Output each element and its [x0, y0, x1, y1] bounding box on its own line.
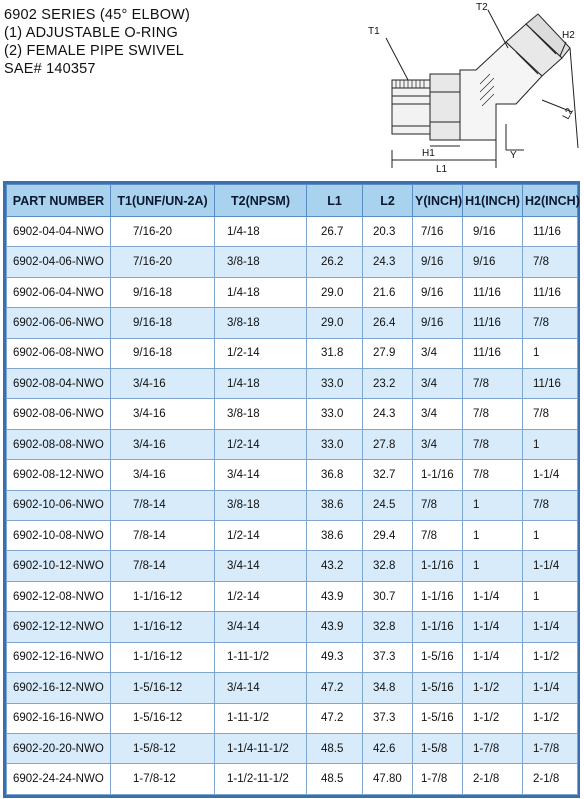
table-cell: 1-5/8: [413, 733, 463, 763]
table-cell: 1-1/4: [463, 642, 523, 672]
table-cell: 1/2-14: [215, 338, 307, 368]
table-row: [7, 247, 578, 277]
table-cell: 3/4-14: [215, 460, 307, 490]
label-t2: T2: [476, 2, 488, 13]
table-cell: 7/8: [463, 429, 523, 459]
header-h1: H1(INCH): [463, 185, 523, 217]
table-cell: 1-5/16-12: [111, 703, 215, 733]
table-cell: 1-1/16-12: [111, 581, 215, 611]
table-row: [7, 369, 578, 399]
table-row: [7, 338, 578, 368]
table-cell: 7/8: [523, 308, 578, 338]
table-cell: 1-1/2: [463, 703, 523, 733]
table-cell: 6902-04-04-NWO: [7, 217, 111, 247]
label-h1: H1: [422, 148, 435, 159]
table-cell: 33.0: [307, 429, 363, 459]
table-cell: 3/4-16: [111, 399, 215, 429]
table-cell: 3/4: [413, 369, 463, 399]
header-y: Y(INCH): [413, 185, 463, 217]
table-cell: 3/4: [413, 338, 463, 368]
table-cell: 9/16-18: [111, 277, 215, 307]
table-cell: 30.7: [363, 581, 413, 611]
header-part-number: PART NUMBER: [7, 185, 111, 217]
table-cell: 7/8: [523, 247, 578, 277]
table-cell: 1-1/4: [463, 581, 523, 611]
table-cell: 1-1/16-12: [111, 612, 215, 642]
table-cell: 6902-12-16-NWO: [7, 642, 111, 672]
table-cell: 7/8: [523, 399, 578, 429]
series-description: [4, 6, 190, 78]
table-cell: 1-1/4: [523, 551, 578, 581]
table-cell: 1-11-1/2: [215, 703, 307, 733]
table-cell: 1-1/16-12: [111, 642, 215, 672]
table-cell: 6902-24-24-NWO: [7, 764, 111, 795]
table-cell: 1: [523, 521, 578, 551]
table-row: [7, 733, 578, 763]
feature-line-2: (2) FEMALE PIPE SWIVEL: [4, 43, 185, 59]
table-row: [7, 217, 578, 247]
table-cell: 11/16: [463, 277, 523, 307]
feature-line-1: (1) ADJUSTABLE O-RING: [4, 25, 178, 41]
label-y: Y: [510, 150, 517, 161]
table-cell: 3/4: [413, 399, 463, 429]
table-cell: 1-1/2: [523, 703, 578, 733]
table-cell: 1-1/16: [413, 612, 463, 642]
table-cell: 11/16: [523, 369, 578, 399]
header-l2: L2: [363, 185, 413, 217]
table-cell: 1-1/2: [463, 673, 523, 703]
series-title: 6902 SERIES (45° ELBOW): [4, 7, 191, 23]
table-cell: 1-5/16: [413, 642, 463, 672]
table-cell: 9/16-18: [111, 308, 215, 338]
table-cell: 6902-20-20-NWO: [7, 733, 111, 763]
table-cell: 1: [463, 551, 523, 581]
table-cell: 1-7/8: [413, 764, 463, 795]
table-cell: 36.8: [307, 460, 363, 490]
table-cell: 3/4: [413, 429, 463, 459]
table-row: [7, 642, 578, 672]
table-row: [7, 703, 578, 733]
table-cell: 27.8: [363, 429, 413, 459]
header-t1: T1(UNF/UN-2A): [111, 185, 215, 217]
table-cell: 6902-06-04-NWO: [7, 277, 111, 307]
table-cell: 1: [523, 581, 578, 611]
table-cell: 6902-10-08-NWO: [7, 521, 111, 551]
table-cell: 49.3: [307, 642, 363, 672]
table-cell: 38.6: [307, 521, 363, 551]
table-cell: 29.0: [307, 277, 363, 307]
table-cell: 3/4-16: [111, 429, 215, 459]
table-row: [7, 581, 578, 611]
table-cell: 1-1/4: [523, 673, 578, 703]
table-cell: 6902-12-12-NWO: [7, 612, 111, 642]
table-cell: 31.8: [307, 338, 363, 368]
table-cell: 1/2-14: [215, 581, 307, 611]
table-cell: 23.2: [363, 369, 413, 399]
table-cell: 1/4-18: [215, 217, 307, 247]
table-cell: 1-5/16-12: [111, 673, 215, 703]
table-cell: 33.0: [307, 369, 363, 399]
table-cell: 7/16-20: [111, 217, 215, 247]
table-cell: 3/4-14: [215, 612, 307, 642]
table-cell: 3/4-16: [111, 460, 215, 490]
table-cell: 7/8-14: [111, 521, 215, 551]
specification-table-frame: [3, 181, 580, 798]
table-cell: 1/2-14: [215, 521, 307, 551]
table-cell: 3/4-14: [215, 551, 307, 581]
table-cell: 26.2: [307, 247, 363, 277]
table-cell: 11/16: [463, 338, 523, 368]
table-cell: 48.5: [307, 764, 363, 795]
label-l2: L2: [560, 106, 576, 122]
table-cell: 26.7: [307, 217, 363, 247]
table-cell: 3/8-18: [215, 308, 307, 338]
table-cell: 7/8: [463, 460, 523, 490]
table-row: [7, 612, 578, 642]
table-cell: 47.2: [307, 703, 363, 733]
header-t2: T2(NPSM): [215, 185, 307, 217]
table-cell: 9/16: [413, 277, 463, 307]
table-cell: 1/2-14: [215, 429, 307, 459]
table-cell: 6902-06-08-NWO: [7, 338, 111, 368]
table-cell: 37.3: [363, 642, 413, 672]
table-cell: 27.9: [363, 338, 413, 368]
table-cell: 3/4-16: [111, 369, 215, 399]
table-cell: 24.3: [363, 247, 413, 277]
table-row: [7, 521, 578, 551]
table-cell: 1: [463, 521, 523, 551]
table-cell: 7/8-14: [111, 551, 215, 581]
table-header-row: [7, 185, 578, 217]
table-row: [7, 277, 578, 307]
table-cell: 6902-10-06-NWO: [7, 490, 111, 520]
table-cell: 1-11-1/2: [215, 642, 307, 672]
table-cell: 32.8: [363, 551, 413, 581]
table-cell: 6902-08-08-NWO: [7, 429, 111, 459]
table-cell: 7/16: [413, 217, 463, 247]
table-cell: 1-5/16: [413, 703, 463, 733]
table-cell: 32.8: [363, 612, 413, 642]
table-cell: 6902-08-12-NWO: [7, 460, 111, 490]
table-row: [7, 429, 578, 459]
table-cell: 1-7/8: [523, 733, 578, 763]
table-cell: 29.0: [307, 308, 363, 338]
table-cell: 6902-06-06-NWO: [7, 308, 111, 338]
table-cell: 7/8: [463, 399, 523, 429]
table-cell: 7/8: [413, 490, 463, 520]
table-row: [7, 399, 578, 429]
table-cell: 34.8: [363, 673, 413, 703]
table-cell: 1-1/4: [523, 612, 578, 642]
table-cell: 9/16: [413, 247, 463, 277]
table-cell: 43.9: [307, 581, 363, 611]
table-row: [7, 490, 578, 520]
table-cell: 1: [463, 490, 523, 520]
table-cell: 24.3: [363, 399, 413, 429]
specification-table: [6, 184, 578, 795]
table-cell: 6902-10-12-NWO: [7, 551, 111, 581]
table-cell: 37.3: [363, 703, 413, 733]
table-cell: 42.6: [363, 733, 413, 763]
table-cell: 1: [523, 338, 578, 368]
label-t1: T1: [368, 26, 380, 37]
table-row: [7, 764, 578, 795]
table-row: [7, 308, 578, 338]
table-cell: 3/8-18: [215, 247, 307, 277]
table-cell: 1/4-18: [215, 369, 307, 399]
table-cell: 1-1/16: [413, 460, 463, 490]
table-cell: 3/8-18: [215, 399, 307, 429]
table-cell: 1: [523, 429, 578, 459]
table-cell: 1-1/2: [523, 642, 578, 672]
table-cell: 26.4: [363, 308, 413, 338]
table-cell: 1-7/8-12: [111, 764, 215, 795]
table-cell: 3/8-18: [215, 490, 307, 520]
table-cell: 11/16: [523, 217, 578, 247]
table-cell: 1-1/4: [463, 612, 523, 642]
label-h2: H2: [562, 30, 575, 41]
table-cell: 2-1/8: [523, 764, 578, 795]
table-cell: 9/16: [463, 217, 523, 247]
table-cell: 7/8: [463, 369, 523, 399]
table-cell: 1-7/8: [463, 733, 523, 763]
table-cell: 20.3: [363, 217, 413, 247]
table-cell: 2-1/8: [463, 764, 523, 795]
table-cell: 7/16-20: [111, 247, 215, 277]
table-cell: 1-5/16: [413, 673, 463, 703]
table-cell: 1-5/8-12: [111, 733, 215, 763]
table-cell: 48.5: [307, 733, 363, 763]
table-cell: 6902-04-06-NWO: [7, 247, 111, 277]
table-cell: 6902-08-04-NWO: [7, 369, 111, 399]
table-row: [7, 673, 578, 703]
table-cell: 11/16: [523, 277, 578, 307]
table-row: [7, 460, 578, 490]
table-cell: 29.4: [363, 521, 413, 551]
table-cell: 1-1/16: [413, 551, 463, 581]
sae-number: SAE# 140357: [4, 61, 96, 77]
table-cell: 43.9: [307, 612, 363, 642]
table-cell: 9/16: [413, 308, 463, 338]
elbow-fitting-diagram: [356, 0, 584, 180]
table-cell: 1-1/4-11-1/2: [215, 733, 307, 763]
table-cell: 9/16: [463, 247, 523, 277]
table-cell: 21.6: [363, 277, 413, 307]
label-l1: L1: [436, 164, 448, 175]
table-cell: 47.80: [363, 764, 413, 795]
table-cell: 1-1/2-11-1/2: [215, 764, 307, 795]
table-cell: 3/4-14: [215, 673, 307, 703]
table-cell: 24.5: [363, 490, 413, 520]
table-cell: 38.6: [307, 490, 363, 520]
header-l1: L1: [307, 185, 363, 217]
table-cell: 1-1/4: [523, 460, 578, 490]
table-cell: 33.0: [307, 399, 363, 429]
table-cell: 6902-08-06-NWO: [7, 399, 111, 429]
table-cell: 7/8-14: [111, 490, 215, 520]
table-cell: 43.2: [307, 551, 363, 581]
table-cell: 47.2: [307, 673, 363, 703]
table-row: [7, 551, 578, 581]
table-cell: 9/16-18: [111, 338, 215, 368]
table-cell: 7/8: [523, 490, 578, 520]
table-cell: 6902-12-08-NWO: [7, 581, 111, 611]
header-h2: H2(INCH): [523, 185, 578, 217]
table-cell: 7/8: [413, 521, 463, 551]
table-cell: 32.7: [363, 460, 413, 490]
table-cell: 1/4-18: [215, 277, 307, 307]
table-cell: 1-1/16: [413, 581, 463, 611]
table-cell: 11/16: [463, 308, 523, 338]
table-cell: 6902-16-12-NWO: [7, 673, 111, 703]
table-cell: 6902-16-16-NWO: [7, 703, 111, 733]
